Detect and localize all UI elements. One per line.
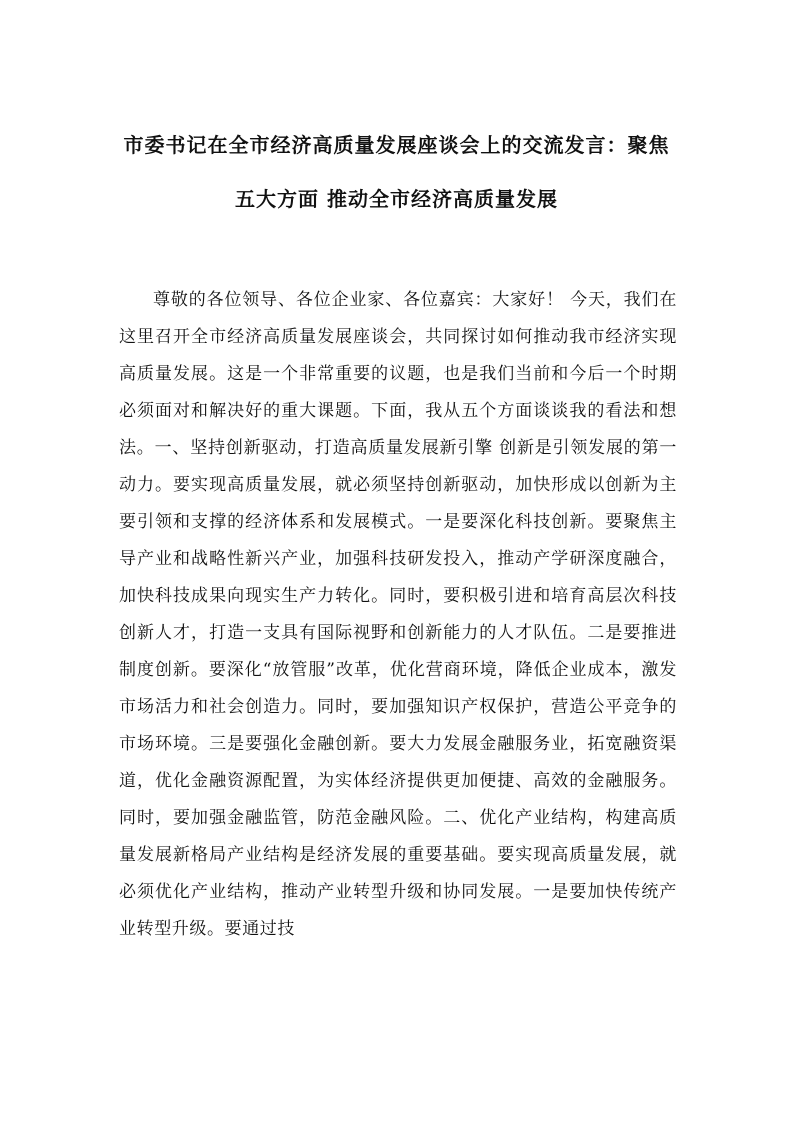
document-title	[100, 118, 693, 226]
title-line-1: 市委书记在全市经济高质量发展座谈会上的交流发言：聚焦	[123, 133, 670, 157]
body-paragraph: 尊敬的各位领导、各位企业家、各位嘉宾：大家好！ 今天，我们在这里召开全市经济高质量发展座谈会，共同探讨如何推动我市经济实现高质量发展。这是一个非常重要的议题，也是我们当前和今后一个时期必须面对和解决好的重大课题。下面，我从五个方面谈谈我的看法和想法。一、坚持创新驱动，打造高质量发展新引擎 创新是引领发展的第一动力。要实现高质量发展，就必须坚持创新驱动，加快形成以创新为主要引领和支撑的经济体系和发展模式。一是要深化科技创新。要聚焦主导产业和战略性新兴产业，加强科技研发投入，推动产学研深度融合，加快科技成果向现实生产力转化。同时，要积极引进和培育高层次科技创新人才，打造一支具有国际视野和创新能力的人才队伍。二是要推进制度创新。要深化“放管服”改革，优化营商环境，降低企业成本，激发市场活力和社会创造力。同时，要加强知识产权保护，营造公平竞争的市场环境。三是要强化金融创新。要大力发展金融服务业，拓宽融资渠道，优化金融资源配置，为实体经济提供更加便捷、高效的金融服务。同时，要加强金融监管，防范金融风险。二、优化产业结构，构建高质量发展新格局产业结构是经济发展的重要基础。要实现高质量发展，就必须优化产业结构，推动产业转型升级和协同发展。一是要加快传统产业转型升级。要通过技	[119, 290, 677, 939]
title-line-2: 五大方面 推动全市经济高质量发展	[235, 187, 558, 211]
